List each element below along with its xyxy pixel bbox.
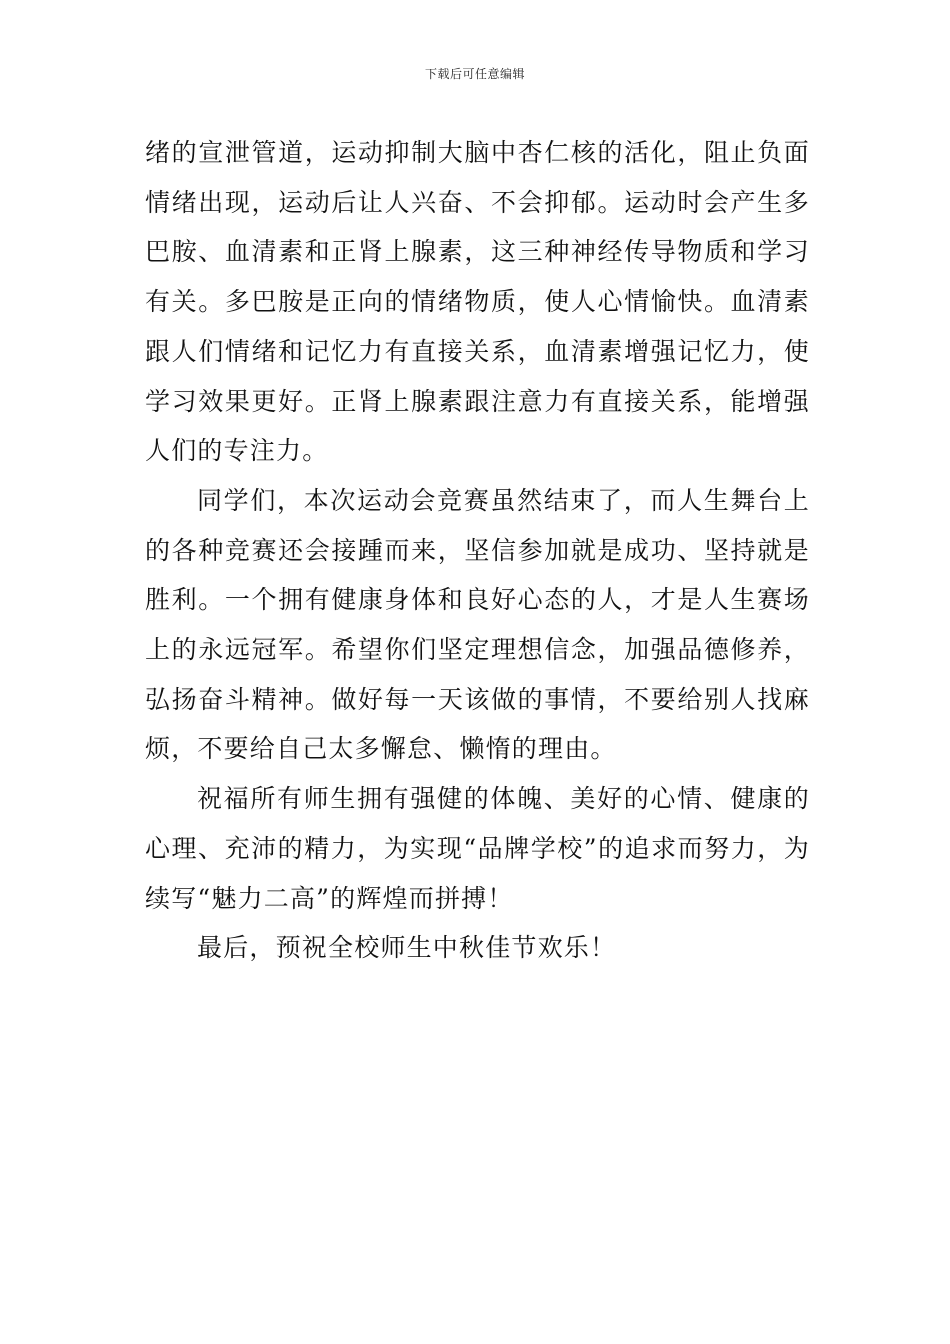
document-body: [145, 128, 810, 973]
page-header: 下载后可任意编辑: [424, 67, 525, 81]
paragraph-1: 绪的宣泄管道，运动抑制大脑中杏仁核的活化，阻止负面情绪出现，运动后让人兴奋、不会抑郁。运动时会产生多巴胺、血清素和正肾上腺素，这三种神经传导物质和学习有关。多巴胺是正向的情绪物质，使人心情愉快。血清素跟人们情绪和记忆力有直接关系，血清素增强记忆力，使学习效果更好。正肾上腺素跟注意力有直接关系，能增强人们的专注力。: [145, 138, 810, 466]
paragraph-2: 同学们，本次运动会竞赛虽然结束了，而人生舞台上的各种竞赛还会接踵而来，坚信参加就是成功、坚持就是胜利。一个拥有健康身体和良好心态的人，才是人生赛场上的永远冠军。希望你们坚定理想信念，加强品德修养，弘扬奋斗精神。做好每一天该做的事情，不要给别人找麻烦，不要给自己太多懈怠、懒惰的理由。: [145, 485, 810, 764]
paragraph-4: 最后，预祝全校师生中秋佳节欢乐！: [197, 933, 617, 963]
paragraph-3: 祝福所有师生拥有强健的体魄、美好的心情、健康的心理、充沛的精力，为实现“品牌学校”的追求而努力，为续写“魅力二高”的辉煌而拼搏！: [145, 784, 810, 913]
